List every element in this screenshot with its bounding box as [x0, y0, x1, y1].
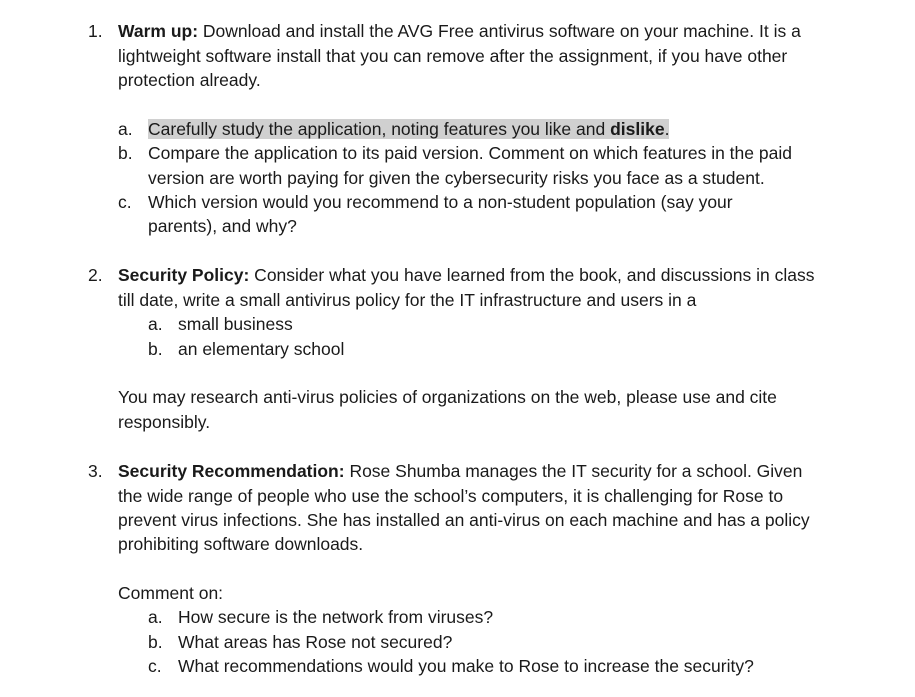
subitem-line: Compare the application to its paid version. Comment on which features in the paid: [148, 143, 792, 163]
subitem-line: version are worth paying for given the cybersecurity risks you face as a student.: [148, 168, 765, 188]
subitem-line: [148, 117, 669, 141]
item-intro-line: till date, write a small antivirus policy for the IT infrastructure and users in a: [118, 290, 697, 310]
subitem-line: Which version would you recommend to a non-student population (say your: [148, 192, 733, 212]
subitem-line: parents), and why?: [148, 216, 297, 236]
item-title: Security Policy:: [118, 265, 250, 285]
item-number: 2.: [88, 265, 103, 285]
subitem-letter: c.: [148, 656, 162, 676]
item-number: 1.: [88, 21, 103, 41]
subitem-line: What areas has Rose not secured?: [178, 632, 453, 652]
subitem-letter: b.: [148, 632, 163, 652]
subitem-line: What recommendations would you make to Rose to increase the security?: [178, 656, 754, 676]
item-intro-line: [118, 19, 801, 43]
note-line: You may research anti-virus policies of organizations on the web, please use and cite: [118, 387, 777, 407]
subitem-line: How secure is the network from viruses?: [178, 607, 494, 627]
subitem-line: small business: [178, 314, 293, 334]
item-intro-line: lightweight software install that you can remove after the assignment, if you have other: [118, 46, 788, 66]
subitem-letter: a.: [118, 119, 133, 139]
highlighted-text: [148, 119, 669, 139]
item-intro-line: [118, 459, 802, 483]
item-intro-line: [118, 263, 814, 287]
item-intro-line: the wide range of people who use the school’s computers, it is challenging for Rose to: [118, 486, 784, 506]
item-intro-text: Download and install the AVG Free antivirus software on your machine. It is a: [198, 21, 801, 41]
subitem-letter: b.: [118, 143, 133, 163]
subitem-letter: b.: [148, 339, 163, 359]
subitem-letter: a.: [148, 314, 163, 334]
subitem-text: Carefully study the application, noting features you like and: [148, 119, 611, 139]
comment-label: Comment on:: [118, 583, 224, 603]
item-intro-line: prevent virus infections. She has installed an anti-virus on each machine and has a policy: [118, 510, 810, 530]
item-title: Security Recommendation:: [118, 461, 345, 481]
item-intro-line: prohibiting software downloads.: [118, 534, 364, 554]
subitem-letter: c.: [118, 192, 132, 212]
item-number: 3.: [88, 461, 103, 481]
note-line: responsibly.: [118, 412, 211, 432]
subitem-line: an elementary school: [178, 339, 345, 359]
item-intro-text: Rose Shumba manages the IT security for a school. Given: [344, 461, 803, 481]
subitem-tail: .: [664, 119, 670, 139]
subitem-letter: a.: [148, 607, 163, 627]
item-intro-text: Consider what you have learned from the book, and discussions in class: [249, 265, 815, 285]
item-title: Warm up:: [118, 21, 199, 41]
bold-word: dislike: [610, 119, 665, 139]
item-intro-line: protection already.: [118, 70, 261, 90]
